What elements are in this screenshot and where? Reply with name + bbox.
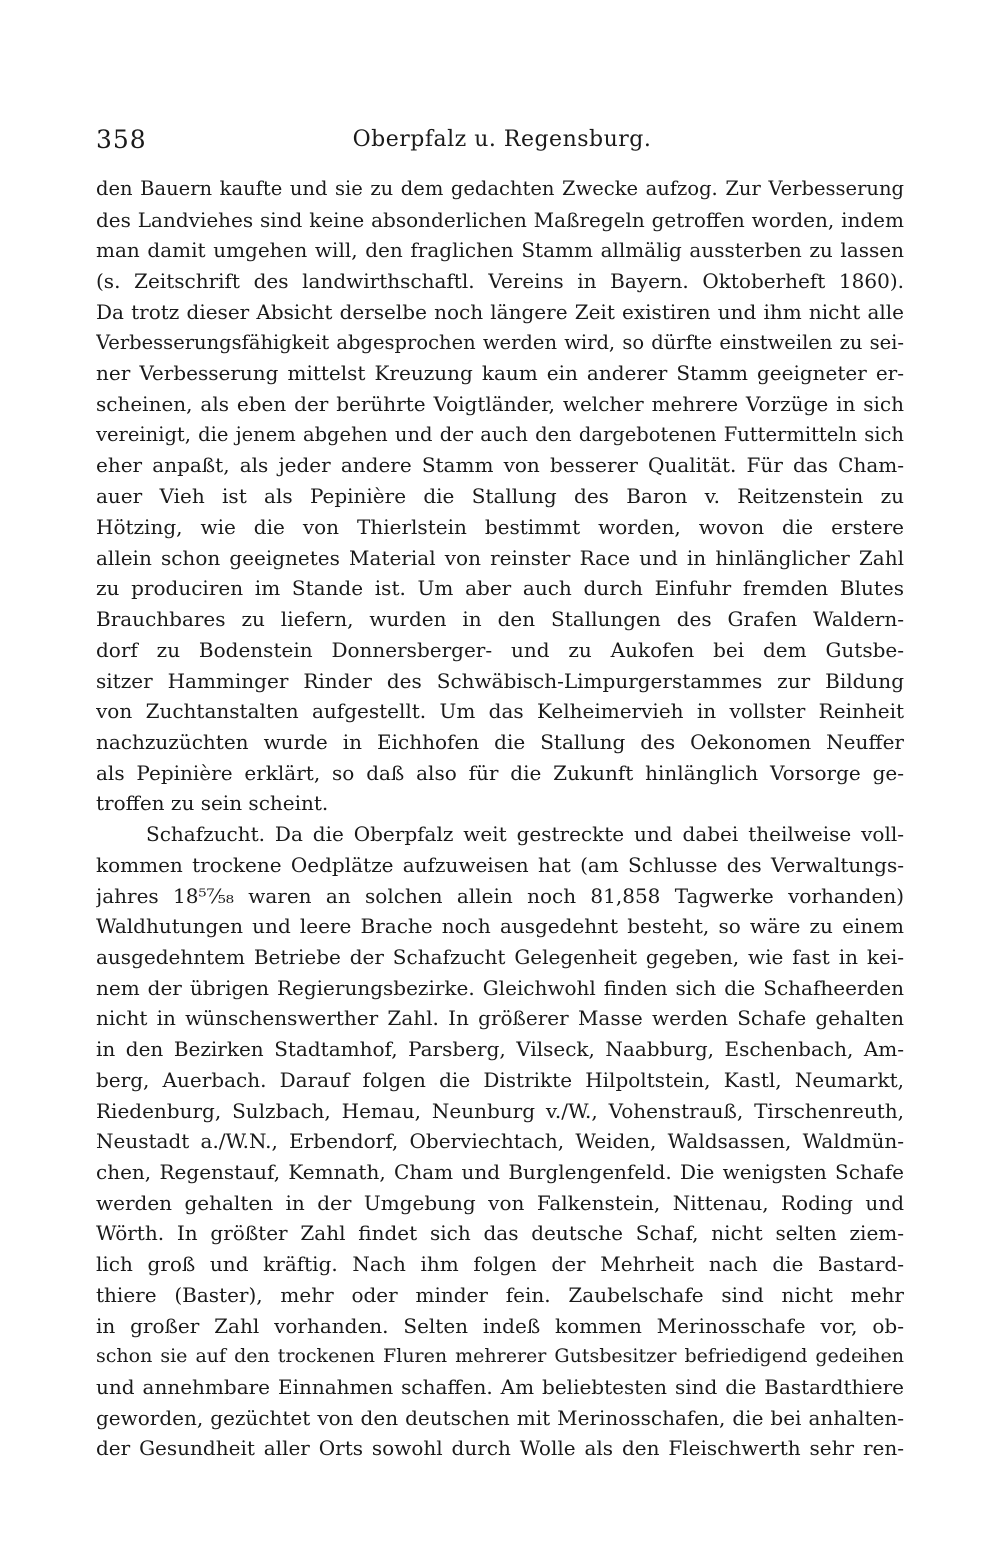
- text-line: als Pepinière erklärt, so daß also für die Zukunft hinlänglich Vorsorge ge-: [96, 760, 904, 785]
- text-line: lich groß und kräftig. Nach ihm folgen der Mehrheit nach die Bastard-: [96, 1252, 904, 1277]
- text-line: berg, Auerbach. Darauf folgen die Distrikte Hilpoltstein, Kastl, Neumarkt,: [96, 1067, 904, 1092]
- text-line: zu produciren im Stande ist. Um aber auch durch Einfuhr fremden Blutes: [96, 576, 904, 601]
- running-title: Oberpfalz u. Regensburg.: [352, 127, 652, 152]
- text-line: Waldhutungen und leere Brache noch ausgedehnt besteht, so wäre zu einem: [96, 914, 904, 939]
- text-line: den Bauern kaufte und sie zu dem gedachten Zwecke aufzog. Zur Verbesserung: [96, 177, 904, 200]
- body-text: [96, 174, 904, 1464]
- text-line: geworden, gezüchtet von den deutschen mit Merinosschafen, die bei anhalten-: [96, 1405, 904, 1430]
- text-line: nem der übrigen Regierungsbezirke. Gleichwohl finden sich die Schafheerden: [96, 975, 904, 1000]
- text-line: in den Bezirken Stadtamhof, Parsberg, Vilseck, Naabburg, Eschenbach, Am-: [96, 1037, 904, 1062]
- text-line: ner Verbesserung mittelst Kreuzung kaum ein anderer Stamm geeigneter er-: [96, 361, 904, 386]
- text-line: Riedenburg, Sulzbach, Hemau, Neunburg v./W., Vohenstrauß, Tirschenreuth,: [96, 1098, 904, 1123]
- text-line: Da trotz dieser Absicht derselbe noch längere Zeit existiren und ihm nicht alle: [96, 299, 904, 324]
- text-line: in großer Zahl vorhanden. Selten indeß kommen Merinosschafe vor, ob-: [96, 1313, 904, 1338]
- page-header: [96, 122, 908, 158]
- text-line: der Gesundheit aller Orts sowohl durch Wolle als den Fleischwerth sehr ren-: [96, 1436, 904, 1461]
- text-line: nicht in wünschenswerther Zahl. In größerer Masse werden Schafe gehalten: [96, 1006, 904, 1031]
- text-line: schon sie auf den trockenen Fluren mehrerer Gutsbesitzer befriedigend gedeihen: [96, 1345, 904, 1368]
- text-line: thiere (Baster), mehr oder minder fein. Zaubelschafe sind nicht mehr: [96, 1282, 904, 1307]
- text-line: werden gehalten in der Umgebung von Falkenstein, Nittenau, Roding und: [96, 1190, 904, 1215]
- text-line: auer Vieh ist als Pepinière die Stallung des Baron v. Reitzenstein zu: [96, 484, 904, 509]
- text-line: Wörth. In größter Zahl findet sich das deutsche Schaf, nicht selten ziem-: [96, 1221, 904, 1246]
- text-line: scheinen, als eben der berührte Voigtländer, welcher mehrere Vorzüge in sich: [96, 392, 904, 417]
- text-line: Brauchbares zu liefern, wurden in den Stallungen des Grafen Waldern-: [96, 607, 904, 632]
- text-line: von Zuchtanstalten aufgestellt. Um das Kelheimervieh in vollster Reinheit: [96, 699, 904, 724]
- text-line: vereinigt, die jenem abgehen und der auch den dargebotenen Futtermitteln sich: [96, 422, 904, 446]
- text-line: allein schon geeignetes Material von reinster Race und in hinlänglicher Zahl: [96, 545, 904, 570]
- text-line: troffen zu sein scheint.: [96, 791, 329, 816]
- text-line: Neustadt a./W.N., Erbendorf, Oberviechtach, Weiden, Waldsassen, Waldmün-: [96, 1129, 904, 1154]
- text-line: kommen trockene Oedplätze aufzuweisen hat (am Schlusse des Verwaltungs-: [96, 852, 904, 877]
- text-line: sitzer Hamminger Rinder des Schwäbisch-Limpurgerstammes zur Bildung: [96, 668, 904, 693]
- text-line: Verbesserungsfähigkeit abgesprochen werden wird, so dürfte einstweilen zu sei-: [96, 330, 904, 354]
- text-line: ausgedehntem Betriebe der Schafzucht Gelegenheit gegeben, wie fast in kei-: [96, 944, 904, 969]
- text-line: dorf zu Bodenstein Donnersberger- und zu Aukofen bei dem Gutsbe-: [96, 637, 904, 662]
- text-line: des Landviehes sind keine absonderlichen Maßregeln getroffen worden, indem: [96, 207, 904, 232]
- page-number: 358: [96, 125, 147, 154]
- text-line: eher anpaßt, als jeder andere Stamm von besserer Qualität. Für das Cham-: [96, 453, 904, 478]
- text-line: und annehmbare Einnahmen schaffen. Am beliebtesten sind die Bastardthiere: [96, 1375, 904, 1400]
- text-line: Hötzing, wie die von Thierlstein bestimmt worden, wovon die erstere: [96, 514, 904, 539]
- text-line: Schafzucht. Da die Oberpfalz weit gestreckte und dabei theilweise voll-: [146, 822, 904, 847]
- text-line: man damit umgehen will, den fraglichen Stamm allmälig aussterben zu lassen: [96, 238, 904, 263]
- text-line: jahres 18⁵⁷⁄₅₈ waren an solchen allein noch 81,858 Tagwerke vorhanden): [96, 883, 904, 908]
- text-line: nachzuzüchten wurde in Eichhofen die Stallung des Oekonomen Neuffer: [96, 729, 904, 754]
- text-line: (s. Zeitschrift des landwirthschaftl. Vereins in Bayern. Oktoberheft 1860).: [96, 269, 904, 294]
- text-line: chen, Regenstauf, Kemnath, Cham und Burglengenfeld. Die wenigsten Schafe: [96, 1160, 904, 1184]
